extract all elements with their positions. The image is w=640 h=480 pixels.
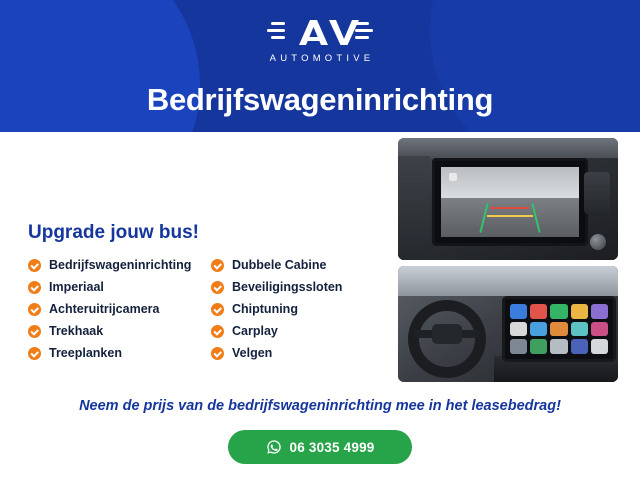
app-tile [530, 339, 547, 354]
camera-floor [441, 198, 579, 237]
whatsapp-call-button[interactable] [228, 430, 412, 464]
guide-line-red [491, 207, 529, 209]
app-tile [571, 322, 588, 337]
list-item [28, 302, 211, 317]
list-item [211, 302, 376, 317]
list-item [28, 280, 211, 295]
app-tile [510, 322, 527, 337]
whatsapp-phone-number: 06 3035 4999 [289, 439, 375, 455]
reverse-camera-dashboard-photo [398, 138, 618, 260]
windshield [398, 266, 618, 296]
whatsapp-icon [266, 439, 282, 455]
features-lists [28, 258, 378, 361]
app-tile [591, 322, 608, 337]
check-circle-icon [211, 325, 224, 338]
list-item-label: Bedrijfswageninrichting [49, 258, 192, 272]
list-item [211, 346, 376, 361]
reverse-camera-view [441, 167, 579, 237]
list-item [211, 280, 376, 295]
infotainment-screen [432, 158, 588, 246]
check-circle-icon [28, 281, 41, 294]
check-circle-icon [28, 259, 41, 272]
features-subhead: Upgrade jouw bus! [28, 222, 199, 243]
screen-status-icon [449, 173, 457, 181]
av-monogram-icon [265, 16, 375, 50]
list-item [28, 258, 211, 273]
header-band [0, 0, 640, 132]
app-tile [571, 339, 588, 354]
list-item-label: Velgen [232, 346, 273, 360]
app-tile [591, 304, 608, 319]
app-tile [510, 339, 527, 354]
app-tile [530, 304, 547, 319]
list-item [211, 258, 376, 273]
app-tile [571, 304, 588, 319]
list-item-label: Chiptuning [232, 302, 298, 316]
control-knob [590, 234, 606, 250]
dashboard-top [398, 138, 618, 158]
check-circle-icon [211, 347, 224, 360]
app-tile [550, 322, 567, 337]
list-item [211, 324, 376, 339]
list-item [28, 324, 211, 339]
app-tile [510, 304, 527, 319]
list-item-label: Trekhaak [49, 324, 104, 338]
list-item-label: Carplay [232, 324, 278, 338]
brand-logo [0, 16, 640, 74]
carplay-display [502, 296, 616, 362]
list-item-label: Treeplanken [49, 346, 122, 360]
list-item-label: Imperiaal [49, 280, 104, 294]
air-vent [584, 172, 610, 214]
brand-wordmark: AUTOMOTIVE [269, 53, 375, 64]
steering-wheel-hub [432, 324, 462, 344]
list-item-label: Dubbele Cabine [232, 258, 327, 272]
check-circle-icon [211, 303, 224, 316]
check-circle-icon [211, 259, 224, 272]
list-item-label: Beveiligingssloten [232, 280, 343, 294]
app-tile [550, 339, 567, 354]
check-circle-icon [28, 325, 41, 338]
check-circle-icon [28, 347, 41, 360]
page-title: Bedrijfswageninrichting [146, 82, 494, 117]
check-circle-icon [211, 281, 224, 294]
app-tile [591, 339, 608, 354]
camera-wall [441, 167, 579, 198]
features-column-2 [211, 258, 376, 361]
lease-note: Neem de prijs van de bedrijfswageninrichting mee in het leasebedrag! [79, 398, 561, 414]
check-circle-icon [28, 303, 41, 316]
features-column-1 [28, 258, 211, 361]
app-tile [550, 304, 567, 319]
list-item [28, 346, 211, 361]
steering-wheel-cockpit-display-photo [398, 266, 618, 382]
app-grid [510, 304, 608, 354]
features-section [28, 222, 378, 361]
list-item-label: Achteruitrijcamera [49, 302, 160, 316]
app-tile [530, 322, 547, 337]
dashboard-left-panel [398, 156, 430, 260]
guide-line-yellow [487, 215, 533, 217]
